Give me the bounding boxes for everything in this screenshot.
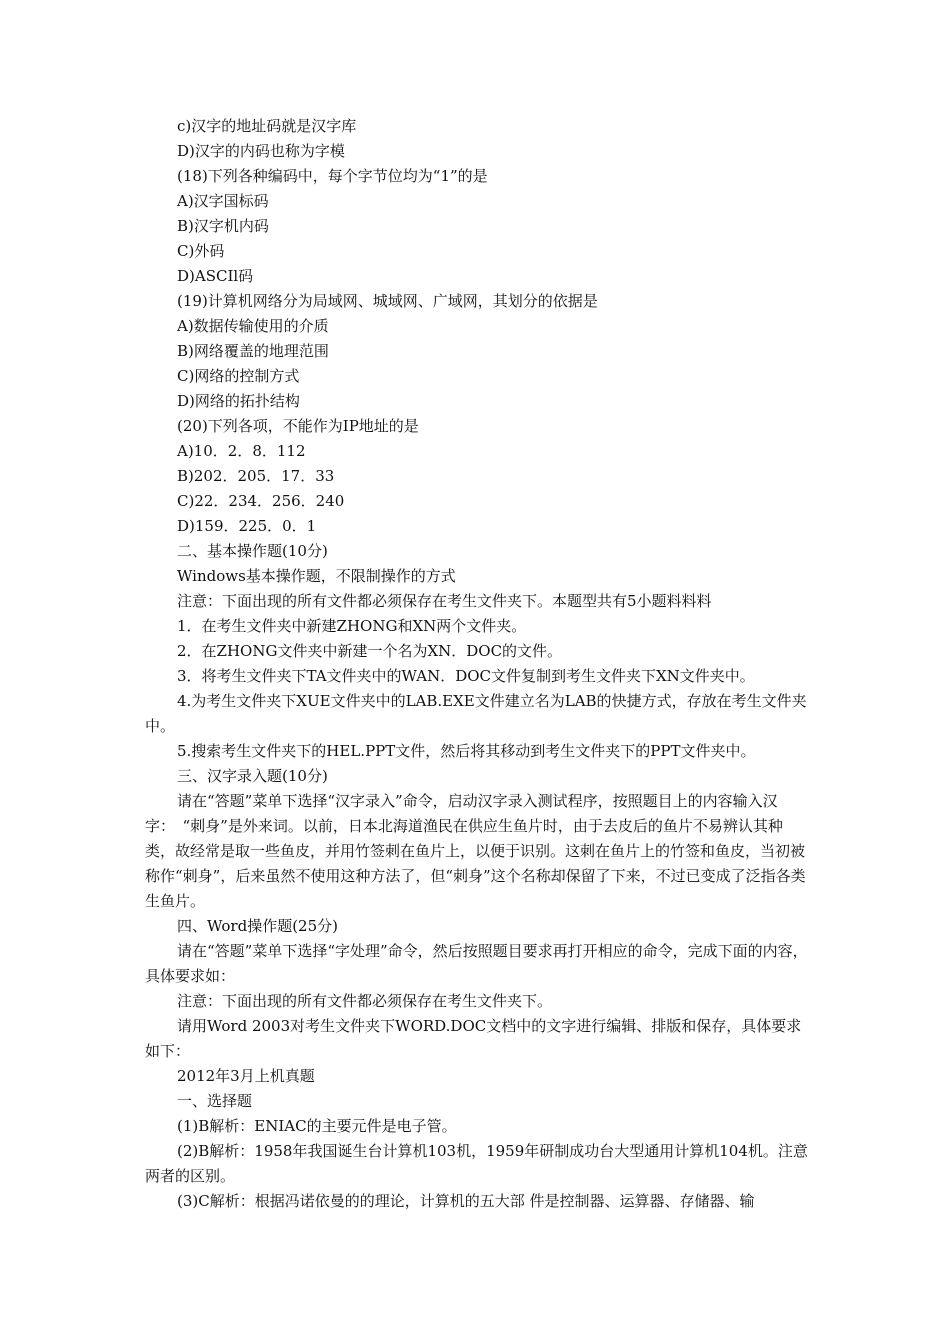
question-line: (20)下列各项，不能作为IP地址的是 bbox=[177, 417, 419, 435]
text-line: 注意：下面出现的所有文件都必须保存在考生文件夹下。 bbox=[177, 992, 553, 1010]
option-line: A)汉字国标码 bbox=[177, 192, 269, 210]
option-line: C)外码 bbox=[177, 242, 225, 260]
task-line: 2．在ZHONG文件夹中新建一个名为XN．DOC的文件。 bbox=[177, 642, 563, 660]
task-line: 5.搜索考生文件夹下的HEL.PPT文件，然后将其移动到考生文件夹下的PPT文件夹中。 bbox=[177, 742, 756, 760]
task-line: 4.为考生文件夹下XUE文件夹中的LAB.EXE文件建立名为LAB的快捷方式，存放在考生文件夹中。 bbox=[145, 692, 807, 735]
section-heading: 2012年3月上机真题 bbox=[177, 1067, 315, 1085]
section-heading: 二、基本操作题(10分) bbox=[177, 542, 328, 560]
text-line: c)汉字的地址码就是汉字库 bbox=[177, 117, 357, 135]
option-line: D)网络的拓扑结构 bbox=[177, 392, 300, 410]
task-line: 3．将考生文件夹下TA文件夹中的WAN．DOC文件复制到考生文件夹下XN文件夹中。 bbox=[177, 667, 755, 685]
paragraph: 请用Word 2003对考生文件夹下WORD.DOC文档中的文字进行编辑、排版和保存，具体要求如下： bbox=[145, 1017, 802, 1060]
question-line: (18)下列各种编码中，每个字节位均为“1”的是 bbox=[177, 167, 488, 185]
option-line: D)159．225．0．1 bbox=[177, 517, 317, 535]
task-line: 1．在考生文件夹中新建ZHONG和XN两个文件夹。 bbox=[177, 617, 527, 635]
text-line: Windows基本操作题，不限制操作的方式 bbox=[177, 567, 456, 585]
answer-line: (3)C解析：根据冯诺依曼的的理论，计算机的五大部 件是控制器、运算器、存储器、输 bbox=[177, 1192, 755, 1210]
paragraph: 请在“答题”菜单下选择“汉字录入”命令，启动汉字录入测试程序，按照题目上的内容输入汉字： “刺身”是外来词。以前，日本北海道渔民在供应生鱼片时，由于去皮后的鱼片不易辨认其种类，故经常是取一些鱼皮，并用竹签刺在鱼片上，以便于识别。这刺在鱼片上的竹签和鱼皮，当初被称作“刺身”，后来虽然不使用这种方法了，但“刺身”这个名称却保留了下来，不过已变成了泛指各类生鱼片。 bbox=[145, 792, 806, 910]
text-line: 注意：下面出现的所有文件都必须保存在考生文件夹下。本题型共有5小题料料料 bbox=[177, 592, 712, 610]
option-line: C)网络的控制方式 bbox=[177, 367, 300, 385]
answer-line: (2)B解析：1958年我国诞生台计算机103机，1959年研制成功台大型通用计算机104机。注意两者的区别。 bbox=[145, 1142, 808, 1185]
document-page bbox=[145, 114, 810, 1214]
option-line: B)汉字机内码 bbox=[177, 217, 269, 235]
option-line: B)202．205．17．33 bbox=[177, 467, 335, 485]
section-heading: 一、选择题 bbox=[177, 1092, 253, 1110]
answer-line: (1)B解析：ENIAC的主要元件是电子管。 bbox=[177, 1117, 457, 1135]
section-heading: 三、汉字录入题(10分) bbox=[177, 767, 328, 785]
option-line: C)22．234．256．240 bbox=[177, 492, 345, 510]
option-line: D)ASCIl码 bbox=[177, 267, 254, 285]
paragraph: 请在“答题”菜单下选择“字处理”命令，然后按照题目要求再打开相应的命令，完成下面的内容，具体要求如： bbox=[145, 942, 808, 985]
section-heading: 四、Word操作题(25分) bbox=[177, 917, 338, 935]
text-line: D)汉字的内码也称为字模 bbox=[177, 142, 345, 160]
question-line: (19)计算机网络分为局域网、城域网、广域网，其划分的依据是 bbox=[177, 292, 598, 310]
option-line: B)网络覆盖的地理范围 bbox=[177, 342, 329, 360]
option-line: A)10．2．8．112 bbox=[177, 442, 306, 460]
option-line: A)数据传输使用的介质 bbox=[177, 317, 329, 335]
